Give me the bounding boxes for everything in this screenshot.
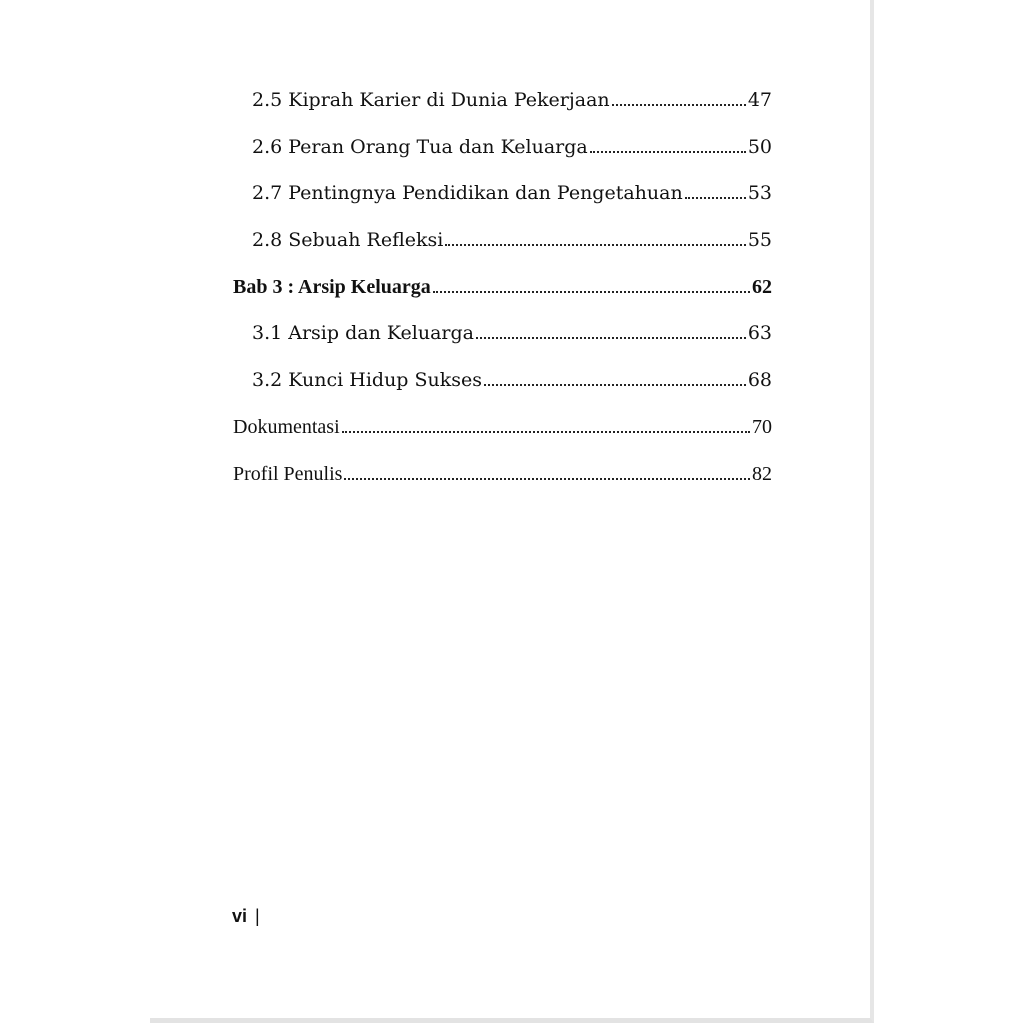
toc-entry-page: 47 xyxy=(747,89,772,111)
document-page xyxy=(150,0,874,1023)
toc-entry-title: Dokumentasi xyxy=(233,415,340,438)
toc-chapter-entry xyxy=(233,273,772,320)
toc-entry-page: 62 xyxy=(752,275,772,298)
toc-entry-title: 2.8 Sebuah Refleksi xyxy=(252,229,444,252)
toc-entry-title: 3.1 Arsip dan Keluarga xyxy=(252,322,474,345)
toc-entry-title: 2.7 Pentingnya Pendidikan dan Pengetahuan xyxy=(252,182,683,205)
toc-entry xyxy=(233,460,772,507)
toc-entry-title: 3.2 Kunci Hidup Sukses xyxy=(252,369,483,392)
table-of-contents xyxy=(233,86,772,506)
toc-entry-title: 2.5 Kiprah Karier di Dunia Pekerjaan xyxy=(252,89,610,111)
toc-entry xyxy=(233,133,772,180)
toc-dot-leader xyxy=(484,366,746,394)
toc-entry xyxy=(233,366,772,413)
toc-entry xyxy=(233,179,772,226)
toc-entry-page: 68 xyxy=(747,369,772,392)
toc-dot-leader xyxy=(433,273,750,301)
toc-entry xyxy=(233,226,772,273)
footer-separator: | xyxy=(255,906,260,926)
toc-dot-leader xyxy=(612,86,746,114)
toc-entry-page: 70 xyxy=(752,415,772,438)
toc-entry xyxy=(233,319,772,366)
toc-dot-leader xyxy=(590,133,746,161)
page-gutter xyxy=(874,0,1024,1024)
toc-dot-leader xyxy=(344,460,750,488)
toc-entry xyxy=(233,413,772,460)
footer-page-number: vi xyxy=(232,906,248,926)
toc-dot-leader xyxy=(445,226,745,254)
toc-entry-title: Profil Penulis xyxy=(233,462,343,485)
toc-entry-page: 63 xyxy=(747,322,772,345)
toc-dot-leader xyxy=(476,319,746,347)
toc-entry-page: 82 xyxy=(752,462,772,485)
toc-entry xyxy=(233,86,772,133)
toc-dot-leader xyxy=(342,413,750,441)
toc-entry-page: 50 xyxy=(747,135,772,158)
toc-dot-leader xyxy=(685,179,746,207)
toc-entry-title: Bab 3 : Arsip Keluarga xyxy=(233,275,431,298)
toc-entry-title: 2.6 Peran Orang Tua dan Keluarga xyxy=(252,135,588,158)
page-footer xyxy=(232,906,260,927)
toc-entry-page: 55 xyxy=(747,229,772,252)
toc-entry-page: 53 xyxy=(747,182,772,205)
